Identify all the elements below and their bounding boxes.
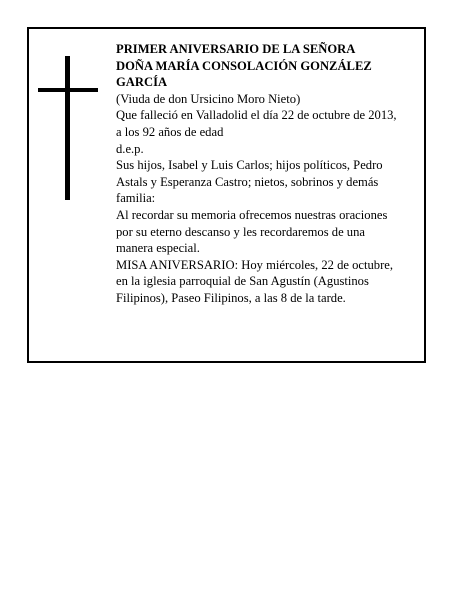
family-line-1: Sus hijos, Isabel y Luis Carlos; hijos políticos, Pedro xyxy=(116,158,383,173)
notice-title-line-1: PRIMER ANIVERSARIO DE LA SEÑORA xyxy=(116,42,356,56)
prayer-line-1: Al recordar su memoria ofrecemos nuestras oraciones xyxy=(116,207,388,222)
mass-line-1: MISA ANIVERSARIO: Hoy miércoles, 22 de octubre, xyxy=(116,257,394,272)
cross-horizontal-bar xyxy=(38,88,98,92)
widow-note: (Viuda de don Ursicino Moro Nieto) xyxy=(116,91,301,106)
cross-icon xyxy=(38,56,98,200)
death-line-1: Que falleció en Valladolid el día 22 de octubre de 2013, xyxy=(116,108,397,123)
family-line-2: Astals y Esperanza Castro; nietos, sobrinos y demás xyxy=(116,174,379,189)
cross-vertical-bar xyxy=(65,56,70,200)
prayer-line-3: manera especial. xyxy=(116,241,200,256)
obituary-notice xyxy=(27,27,426,363)
notice-title-line-2: DOÑA MARÍA CONSOLACIÓN GONZÁLEZ xyxy=(116,58,372,73)
notice-content xyxy=(116,41,424,307)
family-line-3: familia: xyxy=(116,191,156,206)
notice-title-line-3: GARCÍA xyxy=(116,75,168,90)
mass-line-3: Filipinos), Paseo Filipinos, a las 8 de la tarde. xyxy=(116,290,346,305)
prayer-line-2: por su eterno descanso y les recordaremos de una xyxy=(116,224,365,239)
death-line-2: a los 92 años de edad xyxy=(116,124,224,139)
mass-line-2: en la iglesia parroquial de San Agustín (Agustinos xyxy=(116,274,369,289)
dep-line: d.e.p. xyxy=(116,141,144,156)
